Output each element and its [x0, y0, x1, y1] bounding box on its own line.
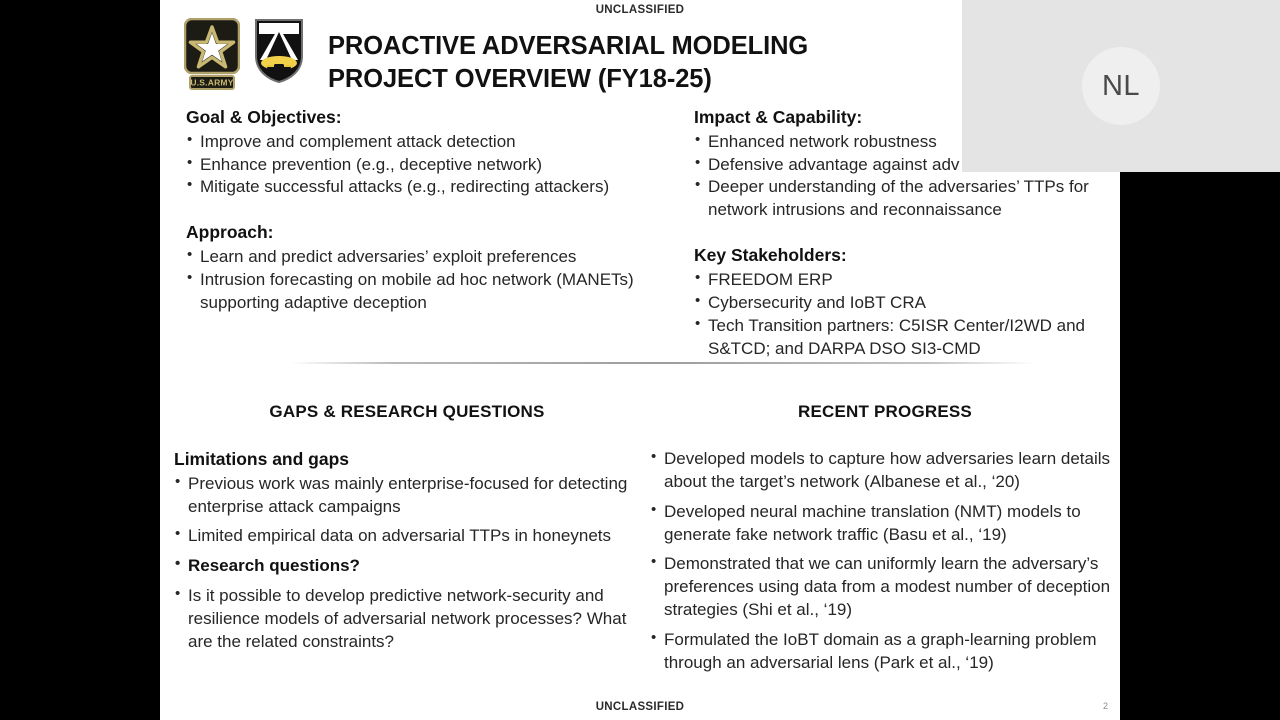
video-participant-tile[interactable]: [962, 0, 1280, 172]
slide-lower-body: [160, 402, 1120, 675]
goal-objectives-list: [186, 131, 650, 200]
section-divider: [290, 362, 1035, 364]
list-item: • Improve and complement attack detection: [186, 131, 650, 154]
recent-progress-column: [640, 402, 1120, 675]
classification-marking-top: UNCLASSIFIED: [595, 4, 685, 16]
classification-marking-bottom: UNCLASSIFIED: [595, 701, 685, 713]
list-item: • Demonstrated that we can uniformly learn the adversary’s preferences using data from a modest number of deception strategies (Shi et al., ‘19): [650, 553, 1120, 622]
page-title-line-2: PROJECT OVERVIEW (FY18-25): [328, 64, 712, 93]
list-item: • Enhance prevention (e.g., deceptive network): [186, 154, 650, 177]
list-item: • Cybersecurity and IoBT CRA: [694, 292, 1120, 315]
slide-header: [184, 18, 1094, 95]
recent-progress-list: [650, 448, 1120, 675]
upper-left-column: [160, 106, 650, 360]
list-item: • FREEDOM ERP: [694, 269, 1120, 292]
list-item: • Formulated the IoBT domain as a graph-learning problem through an adversarial lens (Park et al., ‘19): [650, 629, 1120, 675]
page-title-line-1: PROACTIVE ADVERSARIAL MODELING: [328, 32, 809, 60]
list-item: • Learn and predict adversaries’ exploit preferences: [186, 246, 650, 269]
limitations-and-gaps-heading: Limitations and gaps: [174, 449, 350, 469]
goal-objectives-heading: Goal & Objectives:: [186, 107, 342, 127]
key-stakeholders-heading: Key Stakeholders:: [694, 245, 847, 266]
avatar: [1082, 47, 1160, 125]
page-title: [328, 30, 808, 95]
list-item: • Intrusion forecasting on mobile ad hoc network (MANETs) supporting adaptive deception: [186, 269, 650, 315]
list-item: • Limited empirical data on adversarial TTPs in honeynets: [174, 525, 640, 548]
limitations-and-gaps-list: [174, 473, 640, 654]
svg-text:U.S.ARMY: U.S.ARMY: [190, 77, 234, 88]
gaps-research-questions-column: [160, 402, 640, 675]
recent-progress-section-title: RECENT PROGRESS: [798, 402, 972, 421]
avatar-initials: NL: [1101, 69, 1141, 102]
list-item: • Enhanced network robustness: [694, 131, 1120, 154]
list-item: • Previous work was mainly enterprise-focused for detecting enterprise attack campaigns: [174, 473, 640, 519]
list-item: • Developed neural machine translation (NMT) models to generate fake network traffic (Basu et al., ‘19): [650, 501, 1120, 547]
list-item: • Tech Transition partners: C5ISR Center/I2WD and S&TCD; and DARPA DSO SI3-CMD: [694, 315, 1120, 361]
approach-list: [186, 246, 650, 315]
slide-page-number: 2: [1102, 701, 1108, 711]
list-item: • Developed models to capture how adversaries learn details about the target’s network (Albanese et al., ‘20): [650, 448, 1120, 494]
us-army-star-logo: [184, 18, 240, 95]
approach-heading: Approach:: [186, 222, 274, 243]
list-item: • Defensive advantage against adv: [694, 154, 1120, 177]
gaps-section-title: GAPS & RESEARCH QUESTIONS: [269, 402, 545, 421]
list-item: • Mitigate successful attacks (e.g., redirecting attackers): [186, 176, 650, 199]
impact-capability-heading: Impact & Capability:: [694, 107, 863, 127]
list-item: • Deeper understanding of the adversaries’ TTPs for network intrusions and reconnaissance: [694, 176, 1120, 222]
devcom-army-research-laboratory-shield-logo: [254, 18, 304, 89]
list-item: • Is it possible to develop predictive network-security and resilience models of adversarial network processes? What are the related constraints?: [174, 585, 640, 654]
list-item: • Research questions?: [174, 555, 640, 578]
key-stakeholders-list: [694, 269, 1120, 360]
